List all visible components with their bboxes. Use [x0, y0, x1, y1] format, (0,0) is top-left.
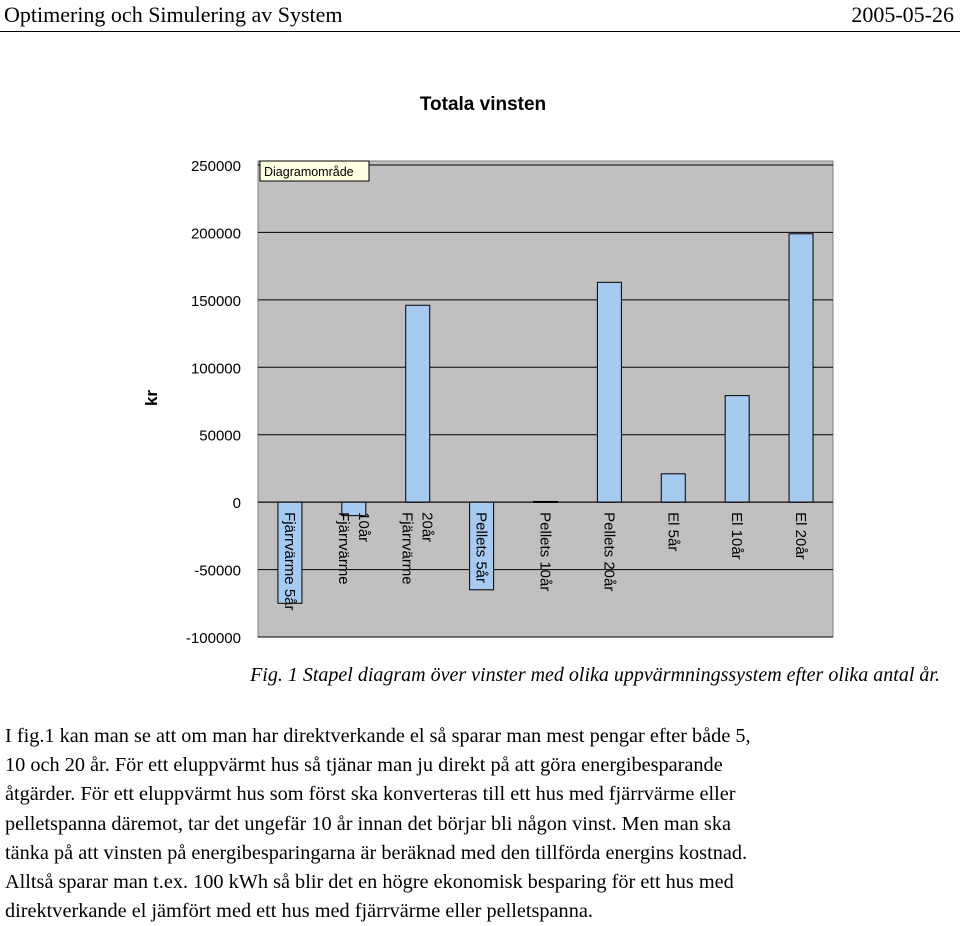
- bar[interactable]: [725, 396, 749, 503]
- x-tick-label: 20år: [418, 512, 436, 543]
- x-tick-label: Pellets 10år: [536, 512, 554, 592]
- paragraph-line: pelletspanna däremot, tar det ungefär 10 år innan det börjar bli någon vinst. Men man ska: [5, 812, 731, 835]
- x-tick-label: Fjärrvärme: [334, 512, 352, 585]
- body-paragraph: [5, 722, 935, 926]
- bar[interactable]: [597, 282, 621, 502]
- x-tick-label: El 20år: [792, 512, 810, 560]
- chart-tooltip: [260, 161, 369, 181]
- paragraph-line: 10 och 20 år. För ett eluppvärmt hus så tjänar man ju direkt på att göra energibesparande: [5, 754, 723, 777]
- header-rule: [0, 31, 960, 32]
- x-tick-label: El 5år: [664, 512, 682, 552]
- y-tick-label: 250000: [190, 158, 241, 175]
- y-axis-label: kr: [142, 389, 161, 407]
- x-tick-label: Pellets 5år: [472, 512, 490, 584]
- bar[interactable]: [789, 234, 813, 502]
- page-header: [0, 0, 960, 34]
- paragraph-line: tänka på att vinsten på energibesparingarna är beräknad med den tillförda energins kostnad.: [5, 841, 748, 864]
- chart-tooltip-label: Diagramområde: [264, 165, 354, 179]
- x-tick-label: El 10år: [728, 512, 746, 560]
- bar[interactable]: [661, 474, 685, 502]
- chart-title: Totala vinsten: [419, 94, 547, 115]
- y-tick-label: 100000: [190, 360, 241, 378]
- y-tick-label: -50000: [194, 562, 241, 580]
- x-tick-label: 10år: [354, 512, 372, 543]
- header-date: 2005-05-26: [851, 2, 954, 27]
- paragraph-line: Alltså sparar man t.ex. 100 kWh så blir det en högre ekonomisk besparing för ett hus med: [5, 871, 734, 894]
- x-tick-label: Fjärrvärme 5år: [280, 512, 298, 611]
- x-tick-label: Fjärrvärme: [398, 512, 416, 585]
- paragraph-line: åtgärder. För ett eluppvärmt hus som först ska konverteras till ett hus med fjärrvärme eller: [5, 783, 736, 806]
- y-tick-label: -100000: [185, 630, 241, 647]
- y-tick-label: 150000: [190, 292, 241, 310]
- paragraph-line: direktverkande el jämfört med ett hus med fjärrvärme eller pelletspanna.: [5, 900, 593, 923]
- paragraph-line: I fig.1 kan man se att om man har direktverkande el så sparar man mest pengar efter både 5,: [5, 725, 751, 747]
- bar[interactable]: [406, 305, 430, 502]
- x-tick-label: Pellets 20år: [600, 512, 618, 592]
- bar-chart: [0, 80, 960, 655]
- y-tick-label: 50000: [199, 427, 241, 445]
- header-title: Optimering och Simulering av System: [4, 2, 343, 27]
- figure-caption: Fig. 1 Stapel diagram över vinster med olika uppvärmningssystem efter olika antal år.: [250, 664, 940, 686]
- y-tick-label: 200000: [190, 225, 241, 243]
- y-tick-label: 0: [232, 495, 241, 513]
